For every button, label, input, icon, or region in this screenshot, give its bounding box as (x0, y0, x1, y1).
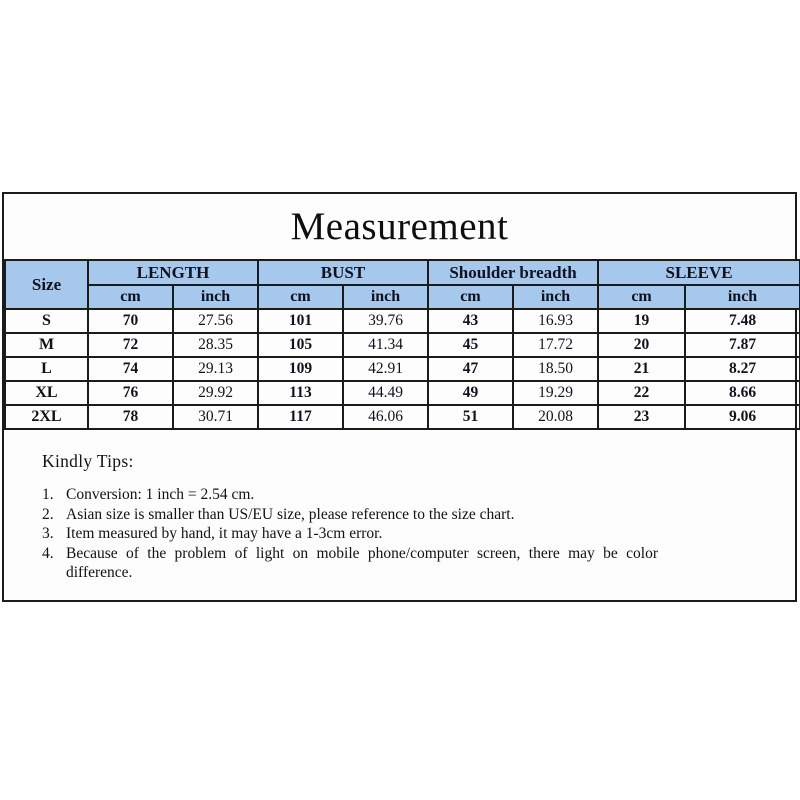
sleeve-cm-value: 23 (598, 405, 685, 429)
sleeve-inch-value: 9.06 (685, 405, 800, 429)
bust-cm-value: 117 (258, 405, 343, 429)
bust-cm-value: 101 (258, 309, 343, 333)
unit-header-length-cm: cm (88, 285, 173, 309)
column-header-length: LENGTH (88, 260, 258, 285)
column-header-shoulder: Shoulder breadth (428, 260, 598, 285)
tip-text: Conversion: 1 inch = 2.54 cm. (66, 486, 255, 503)
length-cm-value: 78 (88, 405, 173, 429)
sleeve-cm-value: 19 (598, 309, 685, 333)
table-row-xl (5, 381, 800, 405)
page-title: Measurement (290, 205, 509, 248)
sleeve-cm-value: 22 (598, 381, 685, 405)
bust-inch-value: 44.49 (343, 381, 428, 405)
tip-item-1 (42, 485, 658, 505)
length-inch-value: 30.71 (173, 405, 258, 429)
kindly-tips-section (4, 430, 795, 583)
measurement-panel (2, 192, 797, 602)
length-inch-value: 29.92 (173, 381, 258, 405)
table-row-2xl (5, 405, 800, 429)
tip-number: 4. (42, 544, 54, 562)
tip-text: Because of the problem of light on mobile phone/computer screen, there may be color difference. (66, 544, 658, 581)
unit-header-length-inch: inch (173, 285, 258, 309)
bust-inch-value: 41.34 (343, 333, 428, 357)
length-cm-value: 70 (88, 309, 173, 333)
column-header-bust: BUST (258, 260, 428, 285)
tip-number: 3. (42, 525, 54, 542)
sleeve-cm-value: 21 (598, 357, 685, 381)
bust-inch-value: 39.76 (343, 309, 428, 333)
size-chart-table (4, 259, 800, 430)
shoulder-inch-value: 17.72 (513, 333, 598, 357)
length-cm-value: 76 (88, 381, 173, 405)
shoulder-inch-value: 18.50 (513, 357, 598, 381)
length-inch-value: 27.56 (173, 309, 258, 333)
title-band (4, 194, 795, 259)
column-header-sleeve: SLEEVE (598, 260, 800, 285)
tips-heading: Kindly Tips: (42, 451, 134, 471)
shoulder-cm-value: 47 (428, 357, 513, 381)
unit-header-shoulder-inch: inch (513, 285, 598, 309)
size-label: L (5, 357, 88, 381)
size-label: M (5, 333, 88, 357)
tip-number: 2. (42, 505, 54, 523)
tip-number: 1. (42, 486, 54, 503)
tip-item-3 (42, 524, 658, 544)
table-row-m (5, 333, 800, 357)
sleeve-inch-value: 8.27 (685, 357, 800, 381)
sleeve-cm-value: 20 (598, 333, 685, 357)
size-label: S (5, 309, 88, 333)
unit-header-sleeve-inch: inch (685, 285, 800, 309)
length-cm-value: 74 (88, 357, 173, 381)
bust-cm-value: 109 (258, 357, 343, 381)
shoulder-cm-value: 45 (428, 333, 513, 357)
sleeve-inch-value: 7.87 (685, 333, 800, 357)
table-row-s (5, 309, 800, 333)
tips-list (42, 485, 658, 583)
unit-header-sleeve-cm: cm (598, 285, 685, 309)
column-header-size: Size (5, 260, 88, 309)
tip-item-2 (42, 505, 658, 525)
shoulder-cm-value: 51 (428, 405, 513, 429)
size-label: 2XL (5, 405, 88, 429)
size-label: XL (5, 381, 88, 405)
shoulder-cm-value: 49 (428, 381, 513, 405)
tip-item-4 (42, 544, 658, 583)
bust-inch-value: 42.91 (343, 357, 428, 381)
shoulder-inch-value: 19.29 (513, 381, 598, 405)
table-row-l (5, 357, 800, 381)
tip-text: Item measured by hand, it may have a 1-3cm error. (66, 525, 383, 542)
tip-text: Asian size is smaller than US/EU size, please reference to the size chart. (66, 505, 515, 523)
shoulder-inch-value: 20.08 (513, 405, 598, 429)
length-inch-value: 29.13 (173, 357, 258, 381)
sleeve-inch-value: 7.48 (685, 309, 800, 333)
bust-cm-value: 113 (258, 381, 343, 405)
bust-inch-value: 46.06 (343, 405, 428, 429)
bust-cm-value: 105 (258, 333, 343, 357)
shoulder-cm-value: 43 (428, 309, 513, 333)
length-cm-value: 72 (88, 333, 173, 357)
length-inch-value: 28.35 (173, 333, 258, 357)
unit-header-bust-inch: inch (343, 285, 428, 309)
unit-header-shoulder-cm: cm (428, 285, 513, 309)
shoulder-inch-value: 16.93 (513, 309, 598, 333)
sleeve-inch-value: 8.66 (685, 381, 800, 405)
unit-header-bust-cm: cm (258, 285, 343, 309)
